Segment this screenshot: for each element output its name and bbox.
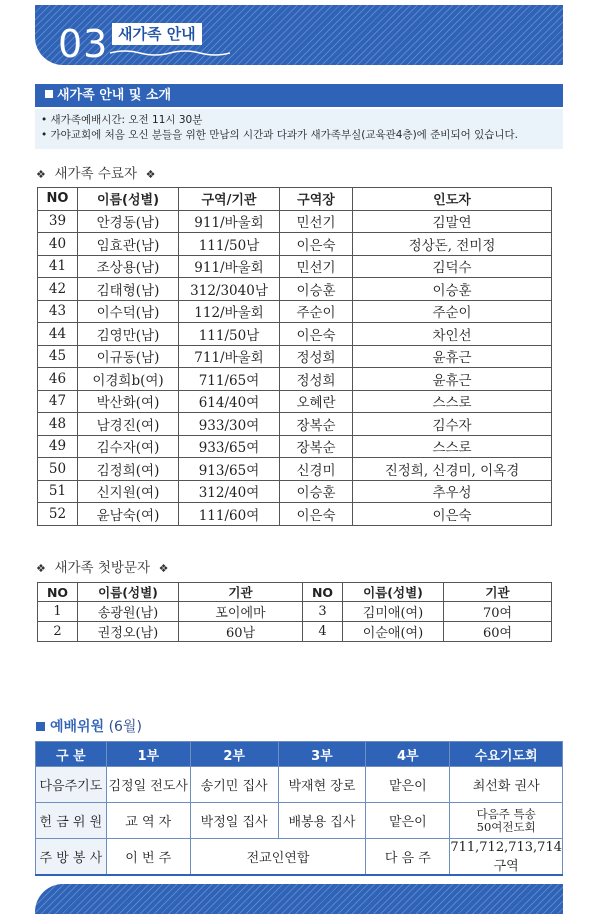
table-cell: 김덕수	[353, 255, 552, 278]
header-wave-decoration	[110, 49, 230, 57]
table-header-row	[38, 583, 552, 602]
table-cell: 김말연	[353, 210, 552, 233]
table-cell: 913/65여	[179, 458, 280, 481]
table-row	[38, 345, 552, 368]
worship-heading	[36, 716, 142, 736]
section-title: 새가족 안내	[112, 23, 202, 45]
table-row	[38, 210, 552, 233]
table-cell: 312/3040남	[179, 278, 280, 301]
column-header: 이름(성별)	[78, 188, 179, 211]
table-cell: 42	[38, 278, 78, 301]
table-cell: 박산화(여)	[78, 390, 179, 413]
table-cell: 933/30여	[179, 413, 280, 436]
table-cell: 51	[38, 480, 78, 503]
table-cell: 차인선	[353, 323, 552, 346]
table-cell: 이은숙	[353, 503, 552, 526]
square-bullet-icon	[45, 90, 53, 98]
table-cell: 김미애(여)	[343, 602, 444, 622]
table-cell: 전교인연합	[190, 839, 366, 876]
table-cell: 이은숙	[280, 323, 353, 346]
table-cell: 111/50남	[179, 233, 280, 256]
table-cell: 44	[38, 323, 78, 346]
table-cell: 교 역 자	[106, 803, 190, 839]
table-cell: 스스로	[353, 390, 552, 413]
table-cell: 933/65여	[179, 435, 280, 458]
footer-banner	[35, 884, 563, 914]
visitors-heading	[36, 556, 169, 576]
table-cell: 스스로	[353, 435, 552, 458]
column-header: 기관	[179, 583, 303, 602]
table-cell: 장복순	[280, 435, 353, 458]
table-cell: 맡은이	[366, 767, 450, 803]
column-header: NO	[303, 583, 343, 602]
table-cell: 김수자(여)	[78, 435, 179, 458]
column-header: 이름(성별)	[78, 583, 179, 602]
table-cell: 39	[38, 210, 78, 233]
table-cell: 주순이	[353, 300, 552, 323]
table-header-row	[38, 188, 552, 211]
table-cell: 김태형(남)	[78, 278, 179, 301]
table-cell: 이은숙	[280, 503, 353, 526]
table-cell: 1	[38, 602, 78, 622]
column-header: 구역장	[280, 188, 353, 211]
table-cell: 최선화 권사	[450, 767, 563, 803]
table-row	[38, 368, 552, 391]
table-row	[36, 803, 563, 839]
table-cell: 김정일 전도사	[106, 767, 190, 803]
graduates-table	[37, 187, 552, 526]
worship-table	[35, 741, 563, 876]
table-cell: 이순애(여)	[343, 622, 444, 642]
table-cell: 조상용(남)	[78, 255, 179, 278]
table-cell: 정성희	[280, 368, 353, 391]
intro-bar	[35, 84, 563, 107]
table-cell: 4	[303, 622, 343, 642]
visitors-heading-text: 새가족 첫방문자	[54, 560, 151, 576]
table-row	[38, 622, 552, 642]
column-header: NO	[38, 188, 78, 211]
table-cell: 614/40여	[179, 390, 280, 413]
table-cell: 윤남숙(여)	[78, 503, 179, 526]
table-cell: 이수덕(남)	[78, 300, 179, 323]
column-header: 3부	[278, 742, 366, 767]
square-bullet-icon	[36, 722, 45, 731]
table-row	[38, 435, 552, 458]
table-cell: 배봉용 집사	[278, 803, 366, 839]
table-cell: 312/40여	[179, 480, 280, 503]
intro-note: • 가야교회에 처음 오신 분들을 위한 만남의 시간과 다과가 새가족부실(교육관4층)에 준비되어 있습니다.	[41, 129, 518, 141]
table-cell: 남경진(여)	[78, 413, 179, 436]
table-cell: 권정오(남)	[78, 622, 179, 642]
table-cell: 111/50남	[179, 323, 280, 346]
table-cell: 김영만(남)	[78, 323, 179, 346]
table-cell: 43	[38, 300, 78, 323]
intro-notes	[35, 109, 563, 149]
table-cell: 이경희b(여)	[78, 368, 179, 391]
table-cell: 박정일 집사	[190, 803, 278, 839]
table-cell: 112/바울회	[179, 300, 280, 323]
table-cell: 임효관(남)	[78, 233, 179, 256]
table-cell: 다음주 특송 50여전도회	[450, 803, 563, 839]
table-cell: 이승훈	[280, 480, 353, 503]
graduates-heading	[36, 162, 155, 182]
table-cell: 주순이	[280, 300, 353, 323]
column-header: 구역/기관	[179, 188, 280, 211]
table-row	[38, 480, 552, 503]
table-cell: 45	[38, 345, 78, 368]
table-cell: 이규동(남)	[78, 345, 179, 368]
table-cell: 신지원(여)	[78, 480, 179, 503]
table-cell: 52	[38, 503, 78, 526]
diamond-icon: ❖	[158, 562, 169, 575]
intro-bar-title: 새가족 안내 및 소개	[57, 88, 172, 103]
intro-note: • 새가족예배시간: 오전 11시 30분	[41, 114, 203, 126]
table-cell: 48	[38, 413, 78, 436]
visitors-table	[37, 582, 552, 642]
table-cell: 장복순	[280, 413, 353, 436]
table-cell: 이은숙	[280, 233, 353, 256]
table-cell: 윤휴근	[353, 345, 552, 368]
table-cell: 711/바울회	[179, 345, 280, 368]
table-cell: 111/60여	[179, 503, 280, 526]
table-cell: 이승훈	[280, 278, 353, 301]
table-cell: 40	[38, 233, 78, 256]
table-cell: 오혜란	[280, 390, 353, 413]
table-cell: 추우성	[353, 480, 552, 503]
table-row	[38, 390, 552, 413]
table-cell: 김정희(여)	[78, 458, 179, 481]
column-header: NO	[38, 583, 78, 602]
diamond-icon: ❖	[36, 168, 46, 181]
column-header: 2부	[190, 742, 278, 767]
table-cell: 다 음 주	[366, 839, 450, 876]
column-header: 구 분	[36, 742, 107, 767]
row-label: 헌 금 위 원	[36, 803, 107, 839]
table-row	[38, 278, 552, 301]
table-cell: 송광원(남)	[78, 602, 179, 622]
table-header-row	[36, 742, 563, 767]
table-cell: 41	[38, 255, 78, 278]
table-row	[38, 300, 552, 323]
table-row	[36, 767, 563, 803]
table-cell: 박재현 장로	[278, 767, 366, 803]
table-row	[38, 602, 552, 622]
diamond-icon: ❖	[145, 168, 156, 181]
table-cell: 70여	[444, 602, 552, 622]
table-row	[38, 233, 552, 256]
table-cell: 맡은이	[366, 803, 450, 839]
table-cell: 이 번 주	[106, 839, 190, 876]
table-row	[38, 255, 552, 278]
table-row	[38, 413, 552, 436]
diamond-icon: ❖	[36, 562, 46, 575]
column-header: 4부	[366, 742, 450, 767]
section-number: 03	[58, 22, 109, 66]
table-cell: 안경동(남)	[78, 210, 179, 233]
table-cell: 711/65여	[179, 368, 280, 391]
table-cell: 2	[38, 622, 78, 642]
graduates-heading-text: 새가족 수료자	[54, 166, 138, 182]
table-cell: 송기민 집사	[190, 767, 278, 803]
table-cell: 민선기	[280, 210, 353, 233]
table-cell: 진정희, 신경미, 이옥경	[353, 458, 552, 481]
column-header: 인도자	[353, 188, 552, 211]
column-header: 기관	[444, 583, 552, 602]
table-cell: 정성희	[280, 345, 353, 368]
table-cell: 711,712,713,714구역	[450, 839, 562, 874]
column-header: 이름(성별)	[343, 583, 444, 602]
table-cell: 포이에마	[179, 602, 303, 622]
table-row	[38, 458, 552, 481]
table-cell: 911/바울회	[179, 210, 280, 233]
table-cell: 김수자	[353, 413, 552, 436]
table-cell: 민선기	[280, 255, 353, 278]
column-header: 수요기도회	[450, 742, 563, 767]
table-cell: 이승훈	[353, 278, 552, 301]
table-cell: 신경미	[280, 458, 353, 481]
table-cell: 정상돈, 전미정	[353, 233, 552, 256]
table-cell: 60여	[444, 622, 552, 642]
table-cell: 47	[38, 390, 78, 413]
table-row	[38, 323, 552, 346]
worship-month: (6월)	[108, 719, 142, 735]
table-cell: 3	[303, 602, 343, 622]
row-label: 주 방 봉 사	[36, 839, 107, 876]
table-row	[36, 839, 563, 876]
table-cell: 49	[38, 435, 78, 458]
column-header: 1부	[106, 742, 190, 767]
row-label: 다음주기도	[36, 767, 107, 803]
table-cell: 911/바울회	[179, 255, 280, 278]
table-cell: 46	[38, 368, 78, 391]
table-cell: 50	[38, 458, 78, 481]
worship-heading-text: 예배위원	[50, 719, 105, 735]
table-cell: 윤휴근	[353, 368, 552, 391]
table-row	[38, 503, 552, 526]
table-cell: 60남	[179, 622, 303, 642]
